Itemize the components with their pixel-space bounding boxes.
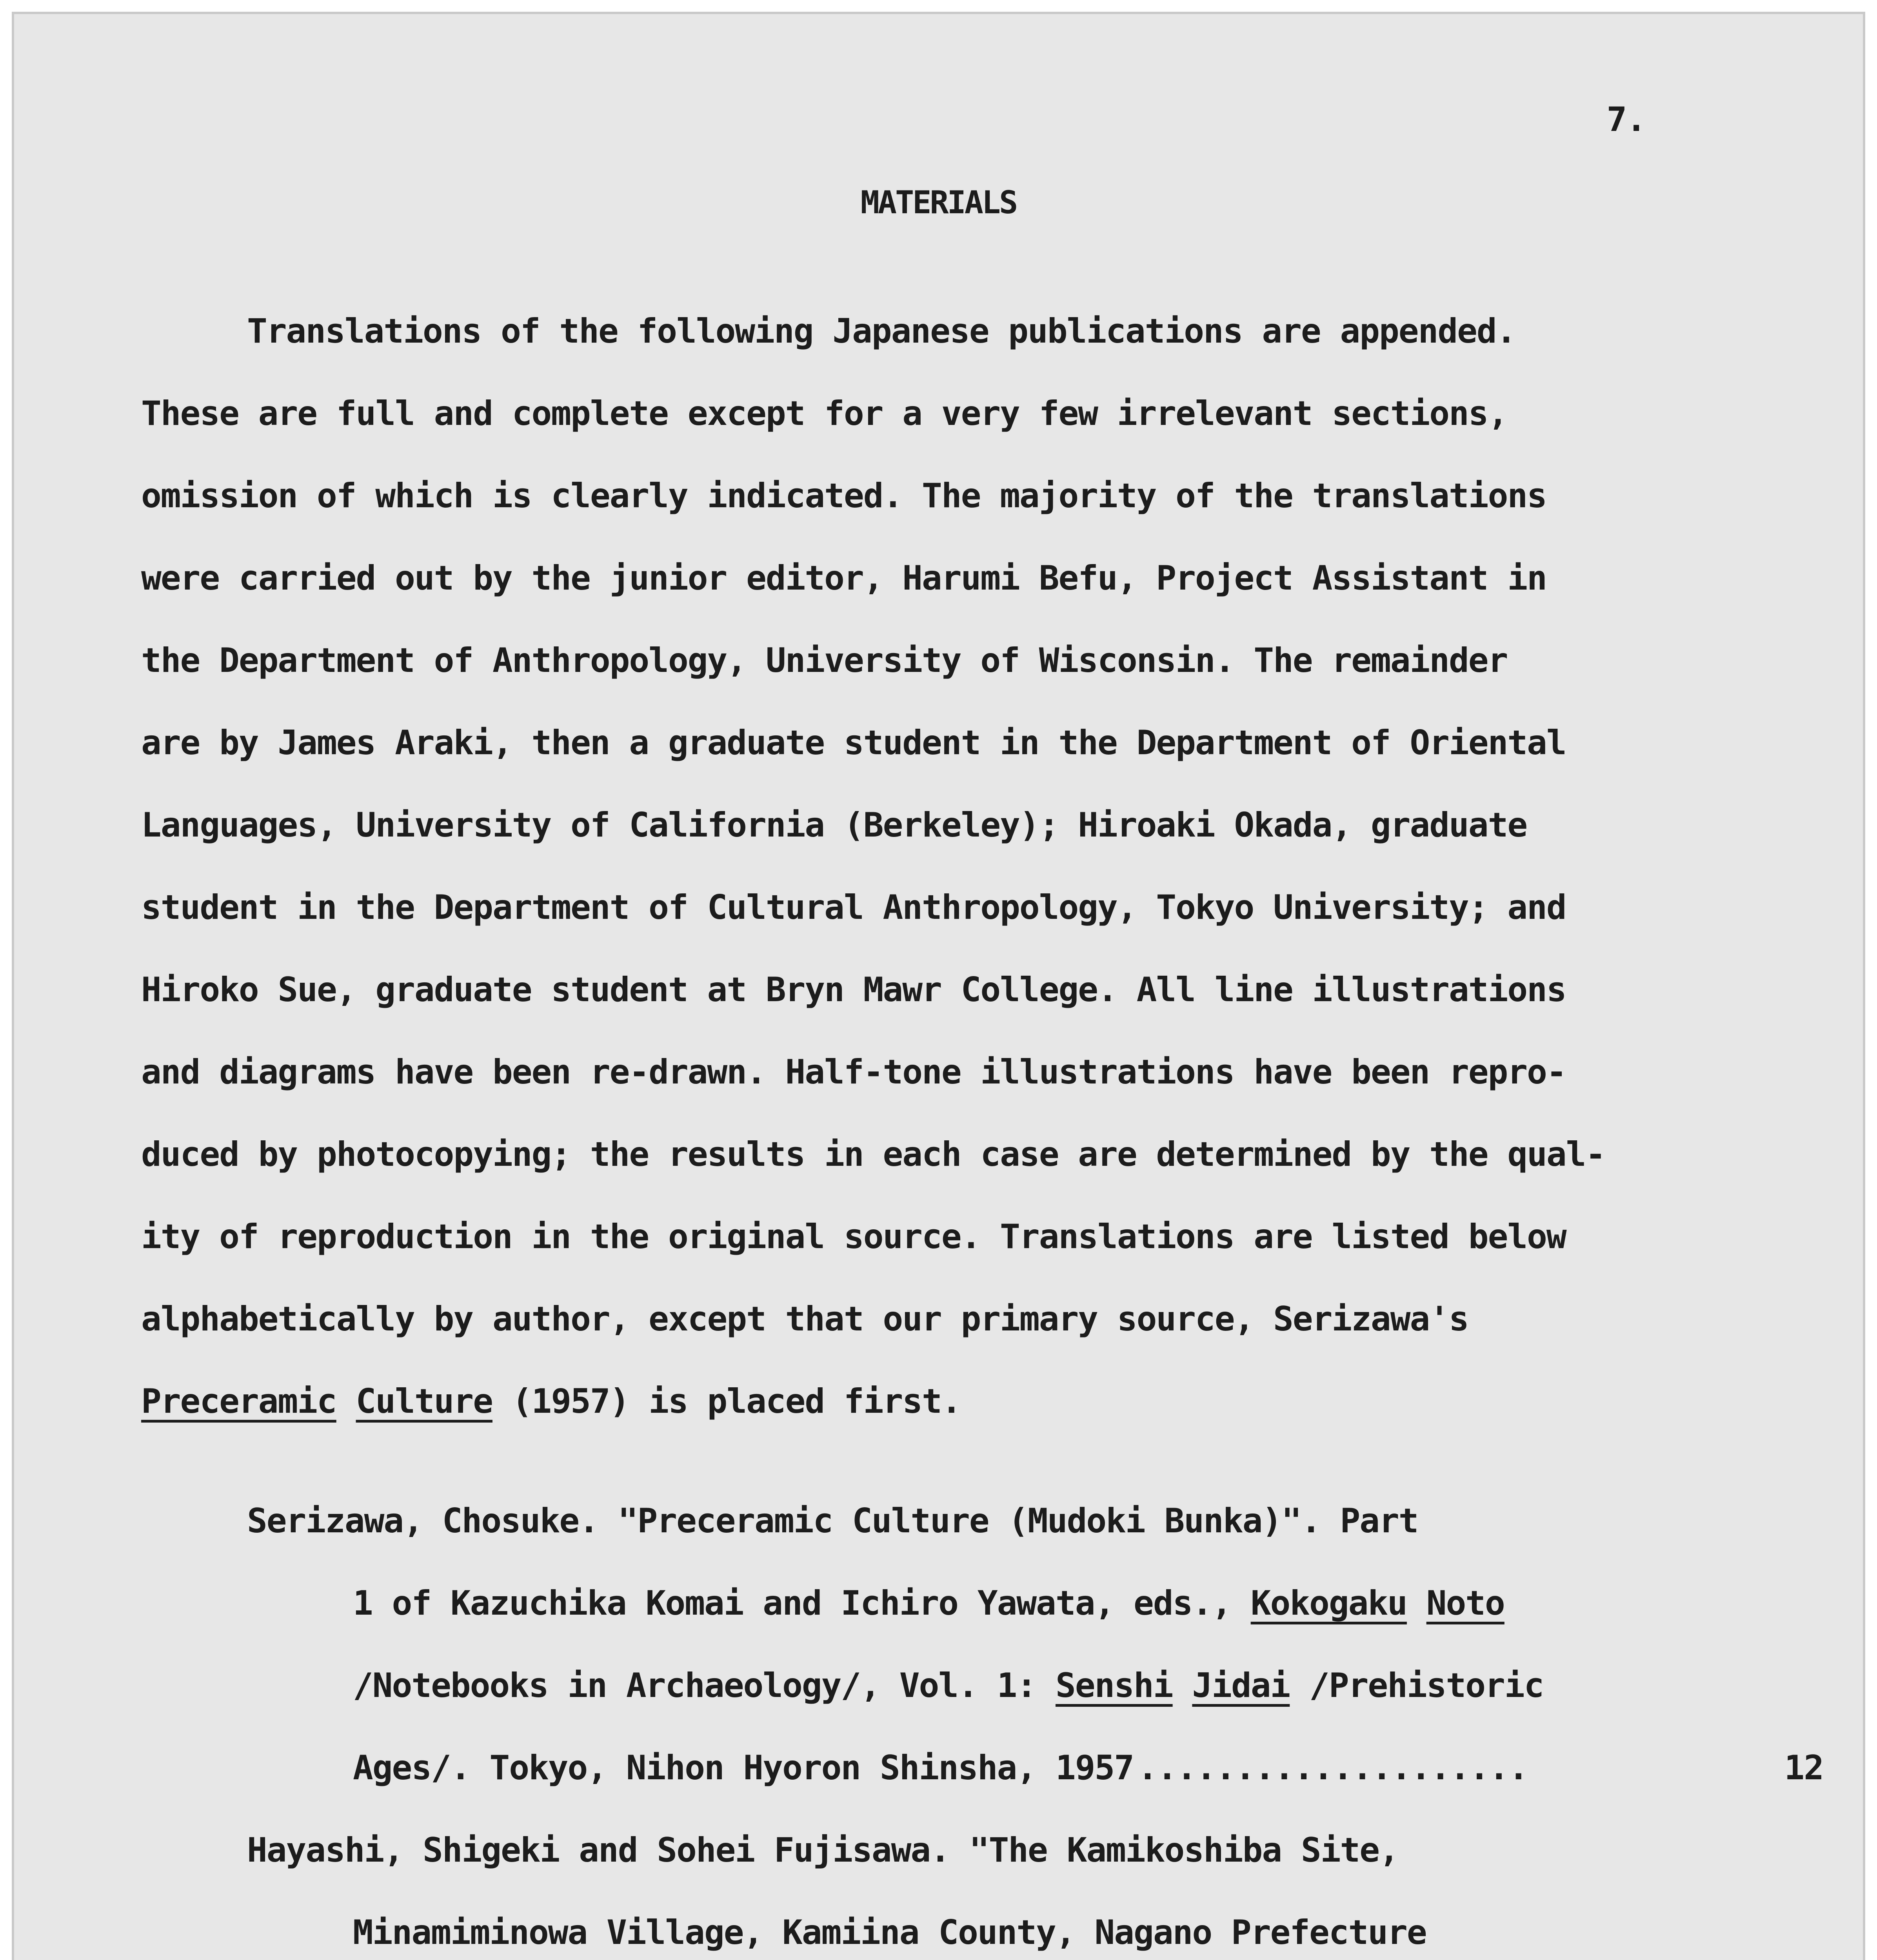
intro-line: are by James Araki, then a graduate student in the Department of Oriental <box>141 723 1566 762</box>
intro-line: were carried out by the junior editor, Harumi Befu, Project Assistant in <box>141 559 1546 598</box>
reference-line: Minamiminowa Village, Kamiina County, Nagano Prefecture <box>353 1913 1426 1952</box>
reference-list <box>247 1501 1823 1960</box>
series-title-word: Senshi <box>1055 1666 1173 1705</box>
reference-line <box>247 1584 1776 1666</box>
section-title: MATERIALS <box>860 184 1017 221</box>
reference-line <box>247 1748 1823 1831</box>
journal-title-word: Noto <box>1426 1584 1505 1623</box>
reference-entry <box>247 1501 1823 1831</box>
intro-line: Translations of the following Japanese publications are appended. <box>247 312 1516 351</box>
reference-line: Serizawa, Chosuke. "Preceramic Culture (Mudoki Bunka)". Part <box>247 1501 1418 1541</box>
series-title-word: Jidai <box>1192 1666 1290 1705</box>
reference-text: /Prehistoric <box>1290 1666 1544 1705</box>
page-number: 7. <box>1606 100 1646 139</box>
intro-line: These are full and complete except for a very few irrelevant sections, <box>141 394 1508 433</box>
intro-line-last <box>141 1382 1729 1464</box>
intro-line: alphabetically by author, except that our primary source, Serizawa's <box>141 1299 1468 1339</box>
intro-line: duced by photocopying; the results in each case are determined by the qual- <box>141 1135 1605 1174</box>
intro-paragraph <box>141 312 1729 1464</box>
reference-entry <box>247 1831 1776 1960</box>
intro-line-rest: (1957) is placed first. <box>492 1382 961 1421</box>
reference-text: 1 of Kazuchika Komai and Ichiro Yawata, eds., <box>353 1584 1251 1623</box>
intro-line: ity of reproduction in the original source. Translations are listed below <box>141 1217 1566 1256</box>
reference-line: Hayashi, Shigeki and Sohei Fujisawa. "The Kamikoshiba Site, <box>247 1831 1399 1870</box>
reference-line <box>247 1666 1776 1748</box>
book-title-word: Culture <box>356 1382 492 1421</box>
book-title-word: Preceramic <box>141 1382 336 1421</box>
intro-line: Hiroko Sue, graduate student at Bryn Mawr College. All line illustrations <box>141 970 1566 1009</box>
dot-leader: .................... <box>1137 1748 1528 1788</box>
reference-text: Ages/. Tokyo, Nihon Hyoron Shinsha, 1957 <box>353 1748 1134 1788</box>
intro-line: Languages, University of California (Berkeley); Hiroaki Okada, graduate <box>141 806 1527 845</box>
document-page <box>12 12 1865 1960</box>
intro-line: student in the Department of Cultural Anthropology, Tokyo University; and <box>141 888 1566 927</box>
intro-line: the Department of Anthropology, University of Wisconsin. The remainder <box>141 641 1508 680</box>
reference-text: /Notebooks in Archaeology/, Vol. 1: <box>353 1666 1056 1705</box>
journal-title-word: Kokogaku <box>1250 1584 1407 1623</box>
intro-line: and diagrams have been re-drawn. Half-tone illustrations have been repro- <box>141 1053 1566 1092</box>
page-reference: 12 <box>1784 1748 1823 1788</box>
intro-line: omission of which is clearly indicated. The majority of the translations <box>141 476 1546 515</box>
